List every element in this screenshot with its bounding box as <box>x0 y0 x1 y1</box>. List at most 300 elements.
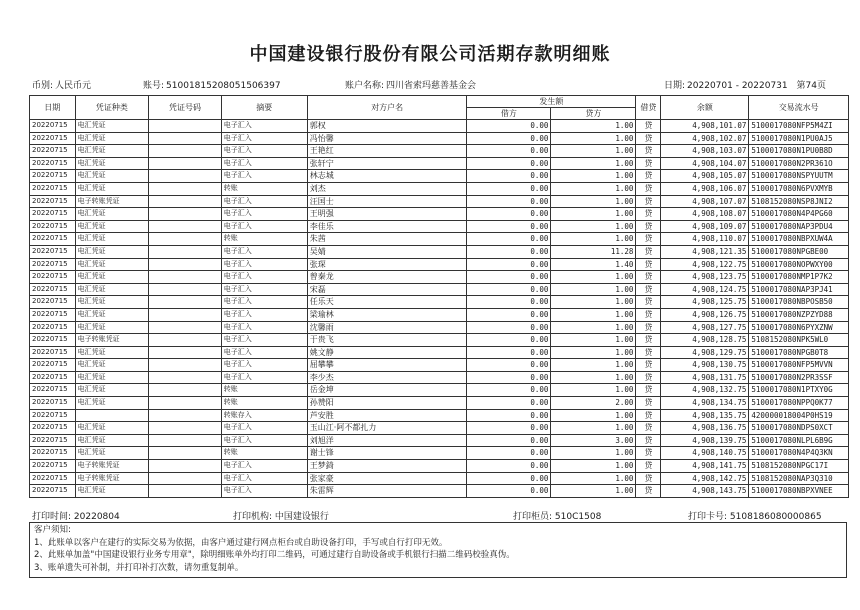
cell-date: 20220715 <box>30 245 76 258</box>
print-card-value: 5108186080000865 <box>729 512 822 522</box>
table-row <box>30 145 849 158</box>
cell-credit: 1.00 <box>551 271 636 284</box>
customer-notice <box>29 522 847 578</box>
cell-credit: 1.00 <box>551 233 636 246</box>
cell-voucher-type: 电汇凭证 <box>75 258 149 271</box>
col-voucher-no: 凭证号码 <box>149 96 222 120</box>
cell-voucher-no <box>149 283 222 296</box>
cell-debit: 0.00 <box>467 170 551 183</box>
cell-date: 20220715 <box>30 120 76 133</box>
cell-counterparty: 李佳乐 <box>307 220 467 233</box>
cell-counterparty: 吴婧 <box>307 245 467 258</box>
table-row <box>30 422 849 435</box>
cell-voucher-no <box>149 397 222 410</box>
cell-balance: 4,908,101.07 <box>661 120 749 133</box>
date-range-value: 20220701 - 20220731 <box>687 81 788 91</box>
cell-debit: 0.00 <box>467 182 551 195</box>
cell-summary: 电子汇入 <box>221 271 307 284</box>
cell-date: 20220715 <box>30 384 76 397</box>
cell-debit: 0.00 <box>467 132 551 145</box>
cell-credit: 1.00 <box>551 321 636 334</box>
cell-summary: 转账 <box>221 233 307 246</box>
cell-date: 20220715 <box>30 271 76 284</box>
cell-counterparty: 孙赞阳 <box>307 397 467 410</box>
cell-serial: 5100017080NMP1P7K2 <box>749 271 849 284</box>
cell-voucher-type: 电子转账凭证 <box>75 460 149 473</box>
print-org <box>233 509 329 522</box>
currency-info <box>32 78 91 91</box>
table-row <box>30 271 849 284</box>
cell-voucher-no <box>149 170 222 183</box>
print-teller-label: 打印柜员: <box>513 512 553 522</box>
cell-serial: 5100017080NLPL6B9G <box>749 434 849 447</box>
cell-dc: 贷 <box>636 157 661 170</box>
cell-serial: 5100017080N1PTXY0G <box>749 384 849 397</box>
table-row <box>30 220 849 233</box>
statement-table <box>29 95 849 498</box>
cell-credit: 1.00 <box>551 157 636 170</box>
cell-voucher-no <box>149 334 222 347</box>
col-amount: 发生额 <box>467 96 636 108</box>
cell-serial: 5100017080NBPXVNEE <box>749 485 849 498</box>
date-range-info <box>664 78 826 91</box>
cell-summary: 转账存入 <box>221 409 307 422</box>
cell-voucher-type: 电汇凭证 <box>75 422 149 435</box>
account-label: 账号: <box>143 81 165 91</box>
cell-serial: 5100017080N6PYXZNW <box>749 321 849 334</box>
cell-date: 20220715 <box>30 434 76 447</box>
cell-summary: 电子汇入 <box>221 157 307 170</box>
cell-voucher-type: 电子转账凭证 <box>75 472 149 485</box>
cell-balance: 4,908,140.75 <box>661 447 749 460</box>
cell-voucher-type: 电汇凭证 <box>75 371 149 384</box>
cell-dc: 贷 <box>636 132 661 145</box>
col-date: 日期 <box>30 96 76 120</box>
cell-counterparty: 屈攀攀 <box>307 359 467 372</box>
cell-balance: 4,908,110.07 <box>661 233 749 246</box>
cell-debit: 0.00 <box>467 334 551 347</box>
cell-debit: 0.00 <box>467 245 551 258</box>
table-row <box>30 434 849 447</box>
cell-credit: 1.00 <box>551 447 636 460</box>
cell-voucher-type: 电汇凭证 <box>75 434 149 447</box>
cell-dc: 贷 <box>636 195 661 208</box>
print-time-value: 20220804 <box>73 512 120 522</box>
cell-voucher-no <box>149 145 222 158</box>
cell-voucher-type: 电子转账凭证 <box>75 195 149 208</box>
cell-dc: 贷 <box>636 460 661 473</box>
cell-date: 20220715 <box>30 170 76 183</box>
cell-voucher-type: 电汇凭证 <box>75 397 149 410</box>
cell-dc: 贷 <box>636 233 661 246</box>
cell-counterparty: 梁瑜林 <box>307 308 467 321</box>
cell-debit: 0.00 <box>467 422 551 435</box>
cell-dc: 贷 <box>636 447 661 460</box>
cell-balance: 4,908,128.75 <box>661 334 749 347</box>
table-row <box>30 120 849 133</box>
cell-voucher-no <box>149 460 222 473</box>
cell-dc: 贷 <box>636 245 661 258</box>
cell-balance: 4,908,143.75 <box>661 485 749 498</box>
cell-credit: 2.00 <box>551 397 636 410</box>
cell-voucher-no <box>149 422 222 435</box>
cell-counterparty: 玉山江·阿不都扎力 <box>307 422 467 435</box>
cell-voucher-type: 电汇凭证 <box>75 145 149 158</box>
table-row <box>30 321 849 334</box>
notice-item: 2、此账单加盖"中国建设银行业务专用章"，除明细账单外均打印二维码，可通过建行自助设备或手机银行扫描二维码校验真伪。 <box>34 550 515 560</box>
cell-balance: 4,908,127.75 <box>661 321 749 334</box>
cell-credit: 1.00 <box>551 472 636 485</box>
print-card-label: 打印卡号: <box>688 512 728 522</box>
notice-title: 客户须知: <box>34 525 71 535</box>
table-row <box>30 233 849 246</box>
table-row <box>30 397 849 410</box>
cell-credit: 1.00 <box>551 422 636 435</box>
cell-counterparty: 宋磊 <box>307 283 467 296</box>
cell-date: 20220715 <box>30 233 76 246</box>
cell-summary: 电子汇入 <box>221 321 307 334</box>
table-row <box>30 334 849 347</box>
cell-voucher-no <box>149 346 222 359</box>
cell-voucher-no <box>149 485 222 498</box>
print-time <box>32 509 120 522</box>
cell-counterparty: 张琛 <box>307 258 467 271</box>
cell-debit: 0.00 <box>467 120 551 133</box>
cell-serial: 5100017080NBPXUW4A <box>749 233 849 246</box>
cell-summary: 电子汇入 <box>221 359 307 372</box>
cell-credit: 1.00 <box>551 170 636 183</box>
cell-balance: 4,908,122.75 <box>661 258 749 271</box>
cell-balance: 4,908,132.75 <box>661 384 749 397</box>
cell-serial: 420000018004P0HS19 <box>749 409 849 422</box>
cell-dc: 贷 <box>636 359 661 372</box>
cell-credit: 1.00 <box>551 359 636 372</box>
cell-serial: 5100017080N6PVXMYB <box>749 182 849 195</box>
cell-date: 20220715 <box>30 157 76 170</box>
table-row <box>30 258 849 271</box>
cell-credit: 1.00 <box>551 460 636 473</box>
cell-date: 20220715 <box>30 132 76 145</box>
cell-debit: 0.00 <box>467 157 551 170</box>
account-name-label: 账户名称: <box>345 81 385 91</box>
cell-dc: 贷 <box>636 220 661 233</box>
cell-counterparty: 刘旭洋 <box>307 434 467 447</box>
cell-credit: 1.00 <box>551 182 636 195</box>
col-debit: 借方 <box>467 108 551 120</box>
cell-date: 20220715 <box>30 208 76 221</box>
col-balance: 余额 <box>661 96 749 120</box>
col-counterparty: 对方户名 <box>307 96 467 120</box>
cell-balance: 4,908,104.07 <box>661 157 749 170</box>
print-card <box>688 509 822 522</box>
cell-summary: 电子汇入 <box>221 245 307 258</box>
cell-debit: 0.00 <box>467 409 551 422</box>
cell-date: 20220715 <box>30 258 76 271</box>
cell-credit: 1.00 <box>551 346 636 359</box>
cell-date: 20220715 <box>30 195 76 208</box>
cell-balance: 4,908,129.75 <box>661 346 749 359</box>
cell-credit: 1.00 <box>551 220 636 233</box>
cell-voucher-type: 电汇凭证 <box>75 283 149 296</box>
cell-balance: 4,908,125.75 <box>661 296 749 309</box>
cell-summary: 转账 <box>221 447 307 460</box>
page-title: 中国建设银行股份有限公司活期存款明细账 <box>249 44 611 65</box>
cell-debit: 0.00 <box>467 460 551 473</box>
cell-dc: 贷 <box>636 170 661 183</box>
cell-counterparty: 沈馨雨 <box>307 321 467 334</box>
account-info <box>143 78 281 91</box>
cell-debit: 0.00 <box>467 485 551 498</box>
cell-counterparty: 张轩宁 <box>307 157 467 170</box>
table-row <box>30 447 849 460</box>
cell-summary: 电子汇入 <box>221 283 307 296</box>
cell-voucher-no <box>149 195 222 208</box>
cell-counterparty: 任乐天 <box>307 296 467 309</box>
cell-date: 20220715 <box>30 321 76 334</box>
cell-debit: 0.00 <box>467 145 551 158</box>
cell-serial: 5100017080N1PU0B8D <box>749 145 849 158</box>
cell-debit: 0.00 <box>467 346 551 359</box>
cell-serial: 5100017080NFP5M4ZI <box>749 120 849 133</box>
cell-balance: 4,908,124.75 <box>661 283 749 296</box>
cell-date: 20220715 <box>30 296 76 309</box>
table-row <box>30 472 849 485</box>
cell-credit: 11.28 <box>551 245 636 258</box>
cell-summary: 转账 <box>221 397 307 410</box>
cell-date: 20220715 <box>30 409 76 422</box>
cell-dc: 贷 <box>636 346 661 359</box>
cell-serial: 5100017080NDPS0XCT <box>749 422 849 435</box>
cell-counterparty: 郭权 <box>307 120 467 133</box>
cell-serial: 5100017080NPGBE00 <box>749 245 849 258</box>
notice-item: 1、此账单以客户在建行的实际交易为依据，由客户通过建行网点柜台或自助设备打印，手写或自行打印无效。 <box>34 537 448 548</box>
cell-voucher-no <box>149 157 222 170</box>
cell-date: 20220715 <box>30 422 76 435</box>
table-row <box>30 359 849 372</box>
cell-summary: 电子汇入 <box>221 258 307 271</box>
cell-debit: 0.00 <box>467 384 551 397</box>
table-row <box>30 384 849 397</box>
cell-summary: 电子汇入 <box>221 170 307 183</box>
cell-voucher-type: 电汇凭证 <box>75 296 149 309</box>
print-org-label: 打印机构: <box>233 512 273 522</box>
cell-credit: 1.00 <box>551 334 636 347</box>
cell-summary: 转账 <box>221 384 307 397</box>
print-time-label: 打印时间: <box>32 512 72 522</box>
cell-dc: 贷 <box>636 283 661 296</box>
account-name-value: 四川省索玛慈善基金会 <box>386 81 477 91</box>
cell-serial: 5100017080NAP3PDU4 <box>749 220 849 233</box>
cell-voucher-type: 电汇凭证 <box>75 447 149 460</box>
cell-voucher-no <box>149 447 222 460</box>
cell-dc: 贷 <box>636 422 661 435</box>
cell-balance: 4,908,131.75 <box>661 371 749 384</box>
cell-credit: 1.00 <box>551 409 636 422</box>
cell-debit: 0.00 <box>467 434 551 447</box>
cell-voucher-no <box>149 384 222 397</box>
cell-serial: 5100017080N2PR361O <box>749 157 849 170</box>
cell-voucher-no <box>149 220 222 233</box>
cell-voucher-no <box>149 434 222 447</box>
cell-balance: 4,908,102.07 <box>661 132 749 145</box>
cell-voucher-no <box>149 271 222 284</box>
cell-debit: 0.00 <box>467 472 551 485</box>
cell-debit: 0.00 <box>467 233 551 246</box>
table-row <box>30 208 849 221</box>
date-range-label: 日期: <box>664 81 686 91</box>
table-row <box>30 346 849 359</box>
cell-serial: 5100017080NFP5MVVN <box>749 359 849 372</box>
cell-dc: 贷 <box>636 296 661 309</box>
cell-voucher-type: 电汇凭证 <box>75 170 149 183</box>
cell-voucher-type: 电汇凭证 <box>75 220 149 233</box>
cell-dc: 贷 <box>636 472 661 485</box>
cell-balance: 4,908,126.75 <box>661 308 749 321</box>
cell-summary: 电子汇入 <box>221 371 307 384</box>
cell-debit: 0.00 <box>467 447 551 460</box>
cell-balance: 4,908,103.07 <box>661 145 749 158</box>
cell-date: 20220715 <box>30 447 76 460</box>
cell-voucher-type: 电汇凭证 <box>75 346 149 359</box>
cell-serial: 5100017080N4P4Q3KN <box>749 447 849 460</box>
cell-voucher-no <box>149 120 222 133</box>
cell-credit: 1.00 <box>551 283 636 296</box>
cell-voucher-type: 电汇凭证 <box>75 308 149 321</box>
cell-dc: 贷 <box>636 182 661 195</box>
cell-dc: 贷 <box>636 321 661 334</box>
cell-counterparty: 谢士锋 <box>307 447 467 460</box>
cell-voucher-type: 电汇凭证 <box>75 132 149 145</box>
table-row <box>30 308 849 321</box>
cell-voucher-no <box>149 472 222 485</box>
cell-dc: 贷 <box>636 409 661 422</box>
cell-debit: 0.00 <box>467 283 551 296</box>
cell-date: 20220715 <box>30 359 76 372</box>
cell-balance: 4,908,106.07 <box>661 182 749 195</box>
cell-voucher-no <box>149 296 222 309</box>
cell-summary: 电子汇入 <box>221 472 307 485</box>
table-row <box>30 132 849 145</box>
cell-serial: 5100017080NOPWXY00 <box>749 258 849 271</box>
cell-debit: 0.00 <box>467 296 551 309</box>
cell-credit: 1.00 <box>551 195 636 208</box>
table-row <box>30 170 849 183</box>
cell-voucher-type: 电子转账凭证 <box>75 334 149 347</box>
cell-voucher-type: 电汇凭证 <box>75 485 149 498</box>
cell-debit: 0.00 <box>467 308 551 321</box>
cell-dc: 贷 <box>636 145 661 158</box>
cell-counterparty: 姚文静 <box>307 346 467 359</box>
cell-voucher-no <box>149 371 222 384</box>
cell-balance: 4,908,142.75 <box>661 472 749 485</box>
cell-counterparty: 张家豪 <box>307 472 467 485</box>
cell-balance: 4,908,105.07 <box>661 170 749 183</box>
cell-serial: 5108152080NAP3Q310 <box>749 472 849 485</box>
cell-credit: 1.00 <box>551 485 636 498</box>
table-row <box>30 195 849 208</box>
cell-debit: 0.00 <box>467 220 551 233</box>
cell-summary: 电子汇入 <box>221 120 307 133</box>
cell-balance: 4,908,121.35 <box>661 245 749 258</box>
cell-voucher-type: 电汇凭证 <box>75 157 149 170</box>
cell-date: 20220715 <box>30 460 76 473</box>
cell-date: 20220715 <box>30 182 76 195</box>
cell-counterparty: 林志城 <box>307 170 467 183</box>
cell-dc: 贷 <box>636 434 661 447</box>
cell-date: 20220715 <box>30 334 76 347</box>
cell-date: 20220715 <box>30 308 76 321</box>
cell-voucher-type: 电汇凭证 <box>75 384 149 397</box>
cell-date: 20220715 <box>30 346 76 359</box>
cell-summary: 电子汇入 <box>221 334 307 347</box>
cell-voucher-no <box>149 409 222 422</box>
cell-balance: 4,908,134.75 <box>661 397 749 410</box>
col-serial: 交易流水号 <box>749 96 849 120</box>
cell-debit: 0.00 <box>467 371 551 384</box>
cell-balance: 4,908,136.75 <box>661 422 749 435</box>
cell-balance: 4,908,141.75 <box>661 460 749 473</box>
cell-dc: 贷 <box>636 208 661 221</box>
table-row <box>30 245 849 258</box>
cell-counterparty: 王艳红 <box>307 145 467 158</box>
cell-counterparty: 朱雷辉 <box>307 485 467 498</box>
cell-balance: 4,908,108.07 <box>661 208 749 221</box>
table-row <box>30 182 849 195</box>
cell-serial: 5108152080NPGC17I <box>749 460 849 473</box>
cell-summary: 电子汇入 <box>221 422 307 435</box>
cell-serial: 5100017080NPGB0T8 <box>749 346 849 359</box>
table-header-row <box>30 96 849 108</box>
cell-voucher-type <box>75 409 149 422</box>
cell-credit: 1.00 <box>551 120 636 133</box>
currency-label: 币别: <box>32 81 54 91</box>
cell-serial: 5100017080NSPYUUTM <box>749 170 849 183</box>
cell-debit: 0.00 <box>467 195 551 208</box>
cell-debit: 0.00 <box>467 359 551 372</box>
cell-voucher-no <box>149 233 222 246</box>
cell-dc: 贷 <box>636 485 661 498</box>
cell-balance: 4,908,107.07 <box>661 195 749 208</box>
cell-voucher-type: 电汇凭证 <box>75 233 149 246</box>
cell-counterparty: 岳金坤 <box>307 384 467 397</box>
cell-balance: 4,908,139.75 <box>661 434 749 447</box>
cell-date: 20220715 <box>30 283 76 296</box>
cell-serial: 5100017080NPPQ0K77 <box>749 397 849 410</box>
cell-summary: 电子汇入 <box>221 296 307 309</box>
cell-date: 20220715 <box>30 220 76 233</box>
cell-counterparty: 冯怡馨 <box>307 132 467 145</box>
table-row <box>30 296 849 309</box>
cell-summary: 电子汇入 <box>221 485 307 498</box>
cell-balance: 4,908,130.75 <box>661 359 749 372</box>
table-row <box>30 409 849 422</box>
cell-voucher-type: 电汇凭证 <box>75 245 149 258</box>
cell-serial: 5108152080NSP8JNI2 <box>749 195 849 208</box>
cell-serial: 5100017080N1PU0AJ5 <box>749 132 849 145</box>
cell-credit: 1.40 <box>551 258 636 271</box>
cell-credit: 1.00 <box>551 308 636 321</box>
cell-serial: 5100017080NBPOSB50 <box>749 296 849 309</box>
cell-credit: 1.00 <box>551 371 636 384</box>
cell-date: 20220715 <box>30 371 76 384</box>
cell-counterparty: 刘杰 <box>307 182 467 195</box>
cell-date: 20220715 <box>30 485 76 498</box>
cell-debit: 0.00 <box>467 258 551 271</box>
account-value: 51001815208051506397 <box>166 81 281 91</box>
cell-counterparty: 芦安胜 <box>307 409 467 422</box>
print-teller-value: 510C1508 <box>554 512 602 522</box>
cell-voucher-type: 电汇凭证 <box>75 182 149 195</box>
